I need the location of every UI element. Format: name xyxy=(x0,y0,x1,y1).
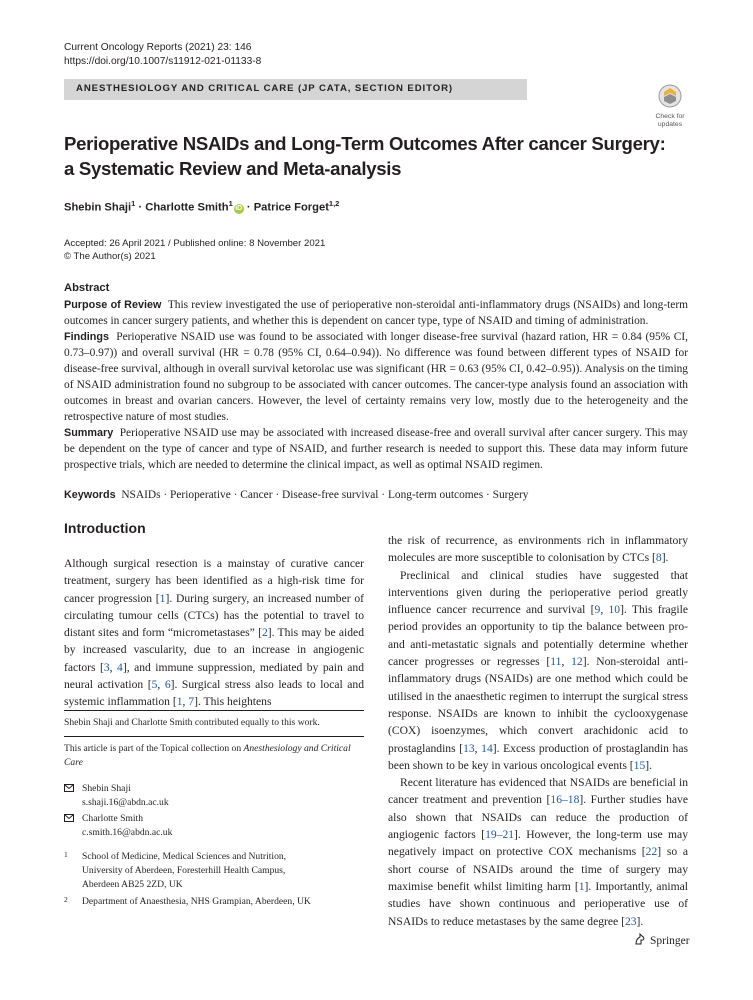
citation-link[interactable]: 15 xyxy=(633,758,646,772)
email-link[interactable]: c.smith.16@abdn.ac.uk xyxy=(82,827,173,838)
citation-link[interactable]: 23 xyxy=(624,914,637,928)
publication-dates: Accepted: 26 April 2021 / Published online: 8 November 2021 xyxy=(64,238,326,249)
citation-link[interactable]: 9 xyxy=(594,603,601,617)
publisher-logo: Springer xyxy=(634,931,690,949)
citation-link[interactable]: 12 xyxy=(571,655,583,669)
email-icon xyxy=(64,814,74,822)
intro-paragraph: the risk of recurrence, as environments rich in inflammatory molecules are more susceptible to colonisation by CTCs [8]. xyxy=(388,534,688,565)
abstract-body xyxy=(64,297,688,473)
citation-link[interactable]: 22 xyxy=(645,845,658,859)
citation-link[interactable]: 1 xyxy=(578,879,585,893)
check-updates-icon xyxy=(651,84,689,108)
abstract-summary: Summary Perioperative NSAID use may be associated with increased disease-free and overall survival after cancer surgery. This may be dependent on the type of cancer and type of NSAID, and further research is needed to support this. These data may inform future prospective trials, which are needed to determine the clinical impact, as well as optimal NSAID regimen. xyxy=(64,427,688,471)
author-name[interactable]: Patrice Forget xyxy=(253,201,329,214)
copyright-line: © The Author(s) 2021 xyxy=(64,251,156,262)
citation-link[interactable]: 14 xyxy=(481,741,493,755)
intro-left-column xyxy=(64,555,364,711)
springer-horse-icon xyxy=(634,933,646,945)
abstract-heading: Abstract xyxy=(64,282,110,294)
orcid-icon[interactable]: iD xyxy=(235,204,243,212)
abstract-purpose: Purpose of Review This review investigated the use of perioperative non-steroidal anti-inflammatory drugs (NSAIDs) and long-term outcomes in cancer surgery patients, and whether this is dependent on cancer type, type of NSAID and timing of administration. xyxy=(64,299,688,327)
footnote-divider xyxy=(64,710,364,711)
author-list: Shebin Shaji$^1$ · Charlotte Smith$^1$iD · Patrice Forget$^{1,2}$ xyxy=(64,199,340,214)
equal-contribution-note: Shebin Shaji and Charlotte Smith contributed equally to this work. xyxy=(64,717,320,728)
doi-link[interactable]: https://doi.org/10.1007/s11912-021-01133-8 xyxy=(64,56,262,67)
affiliation-2: 2 Department of Anaesthesia, NHS Grampian, Aberdeen, UK xyxy=(64,895,311,907)
author-name[interactable]: Shebin Shaji xyxy=(64,201,132,214)
check-updates-label: Check for updates xyxy=(655,113,685,128)
section-banner: ANESTHESIOLOGY AND CRITICAL CARE (JP CATA, SECTION EDITOR) xyxy=(64,79,527,100)
citation-link[interactable]: 4 xyxy=(117,660,123,674)
intro-paragraph: Although surgical resection is a mainstay of curative cancer treatment, surgery has been identified as a high-risk time for cancer progression [1]. During surgery, an increased number of circulating tumour cells (CTCs) has the potential to travel to distant sites and form “micrometastases” [2]. This may be aided by increased vascularity, due to an increase in angiogenic factors [3, 4], and immune suppression, mediated by pain and neural activation [5, 6]. Surgical stress also leads to local and systemic inflammation [1, 7]. This heightens xyxy=(64,557,365,709)
citation-link[interactable]: 19–21 xyxy=(485,828,515,842)
citation-link[interactable]: 5 xyxy=(151,678,158,692)
citation-link[interactable]: 16–18 xyxy=(550,793,580,807)
email-icon xyxy=(64,784,74,792)
introduction-heading: Introduction xyxy=(64,520,146,536)
citation-link[interactable]: 13 xyxy=(463,741,475,755)
author-name[interactable]: Charlotte Smith xyxy=(145,201,229,214)
article-title: Perioperative NSAIDs and Long-Term Outcomes After cancer Surgery: a Systematic Review and Meta-analysis xyxy=(64,133,666,179)
footnote-divider xyxy=(64,736,364,737)
abstract-findings: Findings Perioperative NSAID use was found to be associated with longer disease-free survival (hazard ration, HR = 0.84 (95% CI, 0.73–0.97)) and overall survival (HR = 0.78 (95% CI, 0.64–0.94)). No difference was found between different types of NSAID for disease-free survival, although in overall survival ketorolac use was significant (HR = 0.63 (95% CI, 0.42–0.95)). Analysis on the timing of NSAID administration found no subgroup to be associated with cancer outcomes. The cancer-type analysis found an association with outcomes in breast and ovarian cancers. However, the level of certainty remains very low, mostly due to the heterogeneity and the retrospective nature of most studies. xyxy=(64,331,688,423)
intro-right-column xyxy=(388,532,688,930)
corresponding-author-1: Shebin Shaji s.shaji.16@abdn.ac.uk xyxy=(64,782,74,796)
check-for-updates-badge[interactable] xyxy=(651,84,689,128)
citation-link[interactable]: 3 xyxy=(103,660,110,674)
topical-collection-note: This article is part of the Topical collection on Anesthesiology and Critical Care xyxy=(64,743,351,768)
email-link[interactable]: s.shaji.16@abdn.ac.uk xyxy=(82,797,169,808)
affiliation-1: 1 School of Medicine, Medical Sciences and Nutrition, University of Aberdeen, Foresterhill Health Campus, Aberdeen AB25 2ZD, UK xyxy=(64,850,287,890)
citation-link[interactable]: 10 xyxy=(608,603,621,617)
citation-link[interactable]: 1 xyxy=(159,591,166,605)
citation-link[interactable]: 7 xyxy=(188,695,195,709)
citation-link[interactable]: 8 xyxy=(655,551,662,565)
citation-link[interactable]: 11 xyxy=(550,655,562,669)
keywords: Keywords NSAIDs · Perioperative · Cancer · Disease-free survival · Long-term outcomes · Surgery xyxy=(64,489,529,501)
citation-link[interactable]: 6 xyxy=(164,678,171,692)
corresponding-author-2: Charlotte Smith c.smith.16@abdn.ac.uk xyxy=(64,812,74,826)
intro-paragraph: Recent literature has evidenced that NSAIDs are beneficial in cancer treatment and prevention [16–18]. Further studies have also shown that NSAIDs can reduce the production of angiogenic factors [19–21]. However, the long-term use may negatively impact on protective COX mechanisms [22] so a short course of NSAIDs around the time of surgery may maximise benefit whilst limiting harm [1]. Importantly, animal studies have shown continuous and perioperative use of NSAIDs to reduce metastases by the same degree [23]. xyxy=(388,776,688,928)
intro-paragraph: Preclinical and clinical studies have suggested that interventions given during the perioperative period greatly influence cancer recurrence and survival [9, 10]. This fragile period provides an opportunity to tip the balance between pro- and anti-metastatic signals and potentially determine whether cancer progresses or regresses [11, 12]. Non-steroidal anti-inflammatory drugs (NSAIDs) are one method which could be utilised in the anaesthetic regimen to interrupt the surgical stress response. NSAIDs are known to inhibit the cyclooxygenase (COX) isoenzymes, which convert arachidonic acid to prostaglandins [13, 14]. Excess production of prostaglandin has been shown to be key in various oncological events [15]. xyxy=(388,568,689,772)
journal-citation: Current Oncology Reports (2021) 23: 146 xyxy=(64,42,252,53)
citation-link[interactable]: 2 xyxy=(261,626,268,640)
citation-link[interactable]: 1 xyxy=(176,695,183,709)
